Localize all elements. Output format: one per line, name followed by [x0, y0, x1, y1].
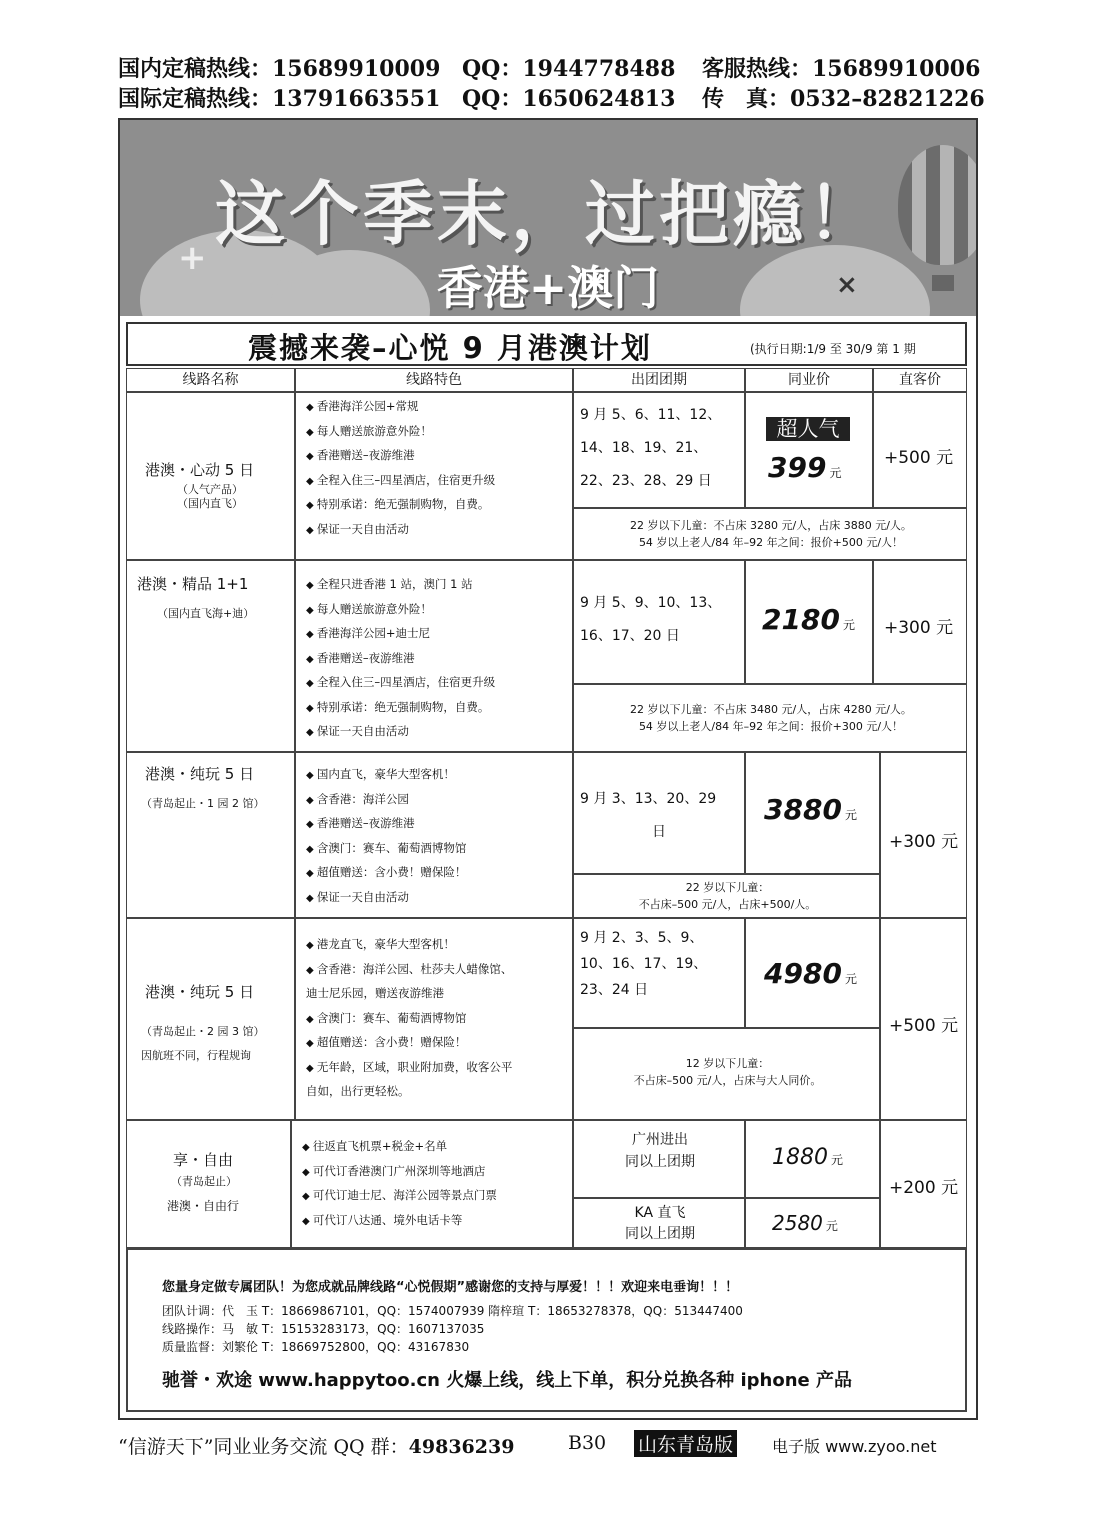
row5-price1-value: 1880: [772, 1145, 828, 1170]
row2-retail-price-cell: [873, 560, 967, 684]
header-route-name: 线路名称: [126, 368, 295, 392]
row1-price-value: 399: [768, 451, 827, 484]
cross-icon: ×: [836, 270, 858, 300]
row5-sub2: 港澳・自由行: [167, 1199, 240, 1213]
note-line: 54 岁以上老人/84 年–92 年之间：报价+300 元/人！: [638, 720, 904, 733]
feature-item: ◆ 保证一天自由活动: [306, 720, 495, 745]
hotline-international-qq: QQ：1650624813: [462, 86, 676, 112]
row4-retail-price-cell: [880, 918, 967, 1120]
feature-item: ◆ 香港海洋公园+常规: [306, 395, 495, 420]
date-line: 9 月 5、9、10、13、: [580, 595, 722, 611]
price-unit: 元: [831, 1153, 844, 1167]
date-line: 16、17、20 日: [580, 628, 680, 644]
row3-dates: [580, 783, 716, 849]
header-trade-price: 同业价: [745, 368, 873, 392]
feature-item: ◆ 保证一天自由活动: [306, 518, 495, 543]
feature-item: ◆ 含香港：海洋公园: [306, 788, 466, 813]
contact-team: 团队计调：代 玉 T：18669867101，QQ：1574007939 隋梓瑄 T：18653278378，QQ：513447400: [162, 1304, 743, 1318]
row3-name-cell: [126, 752, 295, 918]
price-unit: 元: [842, 618, 855, 632]
row5-name: 享・自由: [173, 1151, 234, 1169]
row2-price: [762, 603, 855, 636]
row5-features-cell: [291, 1120, 573, 1248]
row5-retail-price: +200 元: [889, 1178, 959, 1198]
row1-features-cell: [295, 392, 573, 560]
date-line: 9 月 2、3、5、9、: [580, 930, 704, 946]
row2-trade-price-cell: [745, 560, 873, 684]
row4-dates: [580, 925, 707, 1003]
row4-note: [574, 1055, 881, 1089]
row1-sub2: （国内直飞）: [177, 497, 243, 510]
note-line: 22 岁以下儿童：不占床 3280 元/人，占床 3880 元/人。: [630, 519, 912, 532]
hotline-domestic: 国内定稿热线：15689910009: [118, 56, 441, 82]
feature-item: ◆ 往返直飞机票+税金+名单: [302, 1135, 497, 1160]
feature-item: ◆ 香港海洋公园+迪士尼: [306, 622, 495, 647]
row4-sub1: （青岛起止・2 园 3 馆）: [141, 1025, 265, 1038]
feature-item: ◆ 含香港：海洋公园、杜莎夫人蜡像馆、: [306, 958, 512, 983]
row5-option1: [574, 1129, 746, 1173]
footer-group: [118, 1432, 514, 1459]
row5-price1-cell: [745, 1120, 880, 1198]
row4-note-cell: [573, 1028, 880, 1120]
plan-header: [126, 322, 967, 366]
row2-name: 港澳・精品 1+1: [137, 575, 249, 593]
feature-item: ◆ 全程入住三–四星酒店，住宿更升级: [306, 469, 495, 494]
footer-group-label: “信游天下”同业业务交流 QQ 群：: [118, 1436, 409, 1458]
header-route-features: 线路特色: [295, 368, 573, 392]
row5-option1-cell: [573, 1120, 745, 1198]
feature-item: ◆ 全程只进香港 1 站，澳门 1 站: [306, 573, 495, 598]
feature-item: ◆ 香港赠送–夜游维港: [306, 444, 495, 469]
feature-item: ◆ 含澳门：赛车、葡萄酒博物馆: [306, 837, 466, 862]
row1-name: 港澳・心动 5 日: [145, 461, 255, 479]
row4-sub2: 因航班不同，行程规询: [141, 1049, 251, 1062]
row3-price-value: 3880: [764, 793, 842, 826]
note-line: 22 岁以下儿童：: [685, 881, 770, 894]
header-retail-price: 直客价: [873, 368, 967, 392]
note-line: 22 岁以下儿童：不占床 3480 元/人，占床 4280 元/人。: [630, 703, 912, 716]
row3-retail-price-cell: [880, 752, 967, 918]
row1-price: [768, 451, 841, 484]
banner-title: 这个季末，过把瘾！: [215, 173, 881, 255]
feature-item: ◆ 特别承诺：绝无强制购物，自费。: [306, 696, 495, 721]
price-unit: 元: [844, 808, 857, 822]
row2-features-cell: [295, 560, 573, 752]
row5-sub1: （青岛起止）: [171, 1175, 237, 1188]
row2-note-cell: [573, 684, 967, 752]
row5-retail-price-cell: [880, 1120, 967, 1248]
popular-badge: 超人气: [766, 417, 850, 441]
footer-group-qq: 49836239: [408, 1436, 515, 1458]
row4-dates-cell: [573, 918, 745, 1028]
ad-frame: [118, 118, 978, 1420]
row3-retail-price: +300 元: [889, 832, 959, 852]
row2-note: [574, 701, 968, 735]
feature-item: ◆ 可代订香港澳门广州深圳等地酒店: [302, 1160, 497, 1185]
row4-name-cell: [126, 918, 295, 1120]
row5-name-cell: [126, 1120, 291, 1248]
row5-price2: [772, 1211, 838, 1235]
row1-name-cell: [126, 392, 295, 560]
feature-item: ◆ 超值赠送：含小费！赠保险！: [306, 1031, 512, 1056]
feature-item: ◆ 港龙直飞，豪华大型客机！: [306, 933, 512, 958]
date-line: 9 月 3、13、20、29: [580, 791, 717, 807]
feature-item: ◆ 超值赠送：含小费！赠保险！: [306, 861, 466, 886]
plus-icon: +: [178, 238, 207, 278]
row2-price-value: 2180: [762, 603, 840, 636]
row4-price-value: 4980: [764, 957, 842, 990]
price-unit: 元: [829, 466, 842, 480]
date-line: 日: [652, 824, 666, 840]
header-departure-dates: 出团团期: [573, 368, 745, 392]
plan-title: 震撼来袭–心悦 9 月港澳计划: [248, 331, 652, 365]
row2-dates: [580, 587, 721, 653]
hotline-fax: 传 真：0532–82821226: [702, 86, 985, 112]
row1-retail-price: +500 元: [884, 448, 954, 468]
date-line: 10、16、17、19、: [580, 956, 708, 972]
row3-price: [764, 793, 857, 826]
row2-name-cell: [126, 560, 295, 752]
row3-name: 港澳・纯玩 5 日: [145, 765, 255, 783]
option-line: 广州进出: [632, 1132, 688, 1148]
row3-note: [574, 879, 881, 913]
footer-page: B30: [568, 1432, 607, 1454]
row1-dates-cell: [573, 392, 745, 508]
hotline-service: 客服热线：15689910006: [702, 56, 981, 82]
date-line: 23、24 日: [580, 982, 649, 998]
row1-sub1: （人气产品）: [177, 483, 243, 496]
row3-dates-cell: [573, 752, 745, 874]
date-line: 22、23、28、29 日: [580, 473, 712, 489]
row2-features: [306, 573, 495, 745]
feature-item: ◆ 每人赠送旅游意外险！: [306, 598, 495, 623]
option-line: KA 直飞: [634, 1205, 686, 1221]
row3-features-cell: [295, 752, 573, 918]
row2-retail-price: +300 元: [884, 618, 954, 638]
row4-features: [306, 933, 512, 1105]
promo-line: 驰誉・欢途 www.happytoo.cn 火爆上线，线上下单，积分兑换各种 iphone 产品: [162, 1370, 853, 1391]
price-unit: 元: [844, 972, 857, 986]
feature-item: ◆ 含澳门：赛车、葡萄酒博物馆: [306, 1007, 512, 1032]
option-line: 同以上团期: [625, 1154, 695, 1170]
feature-item: ◆ 国内直飞，豪华大型客机！: [306, 763, 466, 788]
plan-period: (执行日期:1/9 至 30/9 第 1 期: [750, 342, 916, 356]
feature-item: 自如，出行更轻松。: [306, 1084, 410, 1098]
row4-name: 港澳・纯玩 5 日: [145, 983, 255, 1001]
row4-retail-price: +500 元: [889, 1016, 959, 1036]
price-unit: 元: [825, 1219, 838, 1233]
row1-note: [574, 517, 968, 551]
row4-trade-price-cell: [745, 918, 880, 1028]
feature-item: ◆ 保证一天自由活动: [306, 886, 466, 911]
feature-item: ◆ 香港赠送–夜游维港: [306, 812, 466, 837]
feature-item: 迪士尼乐园，赠送夜游维港: [306, 986, 444, 1000]
hotline-domestic-qq: QQ：1944778488: [462, 56, 676, 82]
row1-features: [306, 395, 495, 542]
note-line: 不占床–500 元/人，占床与大人同价。: [633, 1074, 822, 1087]
feature-item: ◆ 可代订八达通、境外电话卡等: [302, 1209, 497, 1234]
feature-item: ◆ 香港赠送–夜游维港: [306, 647, 495, 672]
feature-item: ◆ 全程入住三–四星酒店，住宿更升级: [306, 671, 495, 696]
row3-sub1: （青岛起止・1 园 2 馆）: [141, 797, 265, 810]
contact-quality: 质量监督：刘繁伦 T：18669752800，QQ：43167830: [162, 1340, 470, 1354]
footer-edition: 山东青岛版: [634, 1430, 737, 1457]
banner: [120, 120, 976, 316]
row5-price1: [772, 1145, 843, 1170]
row1-dates: [580, 399, 721, 498]
row4-price: [764, 957, 857, 990]
note-line: 12 岁以下儿童：: [685, 1057, 770, 1070]
feature-item: ◆ 可代订迪士尼、海洋公园等景点门票: [302, 1184, 497, 1209]
contact-operations: 线路操作：马 敏 T：15153283173，QQ：1607137035: [162, 1322, 485, 1336]
note-line: 54 岁以上老人/84 年–92 年之间：报价+500 元/人！: [638, 536, 904, 549]
row5-price2-cell: [745, 1198, 880, 1248]
feature-item: ◆ 特别承诺：绝无强制购物，自费。: [306, 493, 495, 518]
row3-note-cell: [573, 874, 880, 918]
row3-features: [306, 763, 466, 910]
hotline-international: 国际定稿热线：13791663551: [118, 86, 441, 112]
row2-sub1: （国内直飞海+迪）: [157, 607, 255, 620]
note-line: 不占床–500 元/人，占床+500/人。: [638, 898, 817, 911]
footer-site: 电子版 www.zyoo.net: [772, 1437, 937, 1456]
row5-price2-value: 2580: [772, 1211, 823, 1235]
row1-trade-price-cell: [745, 392, 873, 508]
row3-trade-price-cell: [745, 752, 880, 874]
row1-retail-price-cell: [873, 392, 967, 508]
contact-slogan: 您量身定做专属团队！为您成就品牌线路“心悦假期”感谢您的支持与厚爱！！！欢迎来电垂询！！！: [162, 1280, 739, 1295]
feature-item: ◆ 每人赠送旅游意外险！: [306, 420, 495, 445]
date-line: 14、18、19、21、: [580, 440, 708, 456]
date-line: 9 月 5、6、11、12、: [580, 407, 722, 423]
contact-block: [126, 1248, 967, 1412]
row4-features-cell: [295, 918, 573, 1120]
banner-subtitle: 香港+澳门: [436, 261, 660, 315]
row2-dates-cell: [573, 560, 745, 684]
row1-note-cell: [573, 508, 967, 560]
feature-item: ◆ 无年龄，区域，职业附加费，收客公平: [306, 1056, 512, 1081]
option-line: 同以上团期: [625, 1226, 695, 1242]
row5-features: [302, 1135, 497, 1233]
row5-option2-cell: [573, 1198, 745, 1248]
row5-option2: [574, 1203, 746, 1245]
